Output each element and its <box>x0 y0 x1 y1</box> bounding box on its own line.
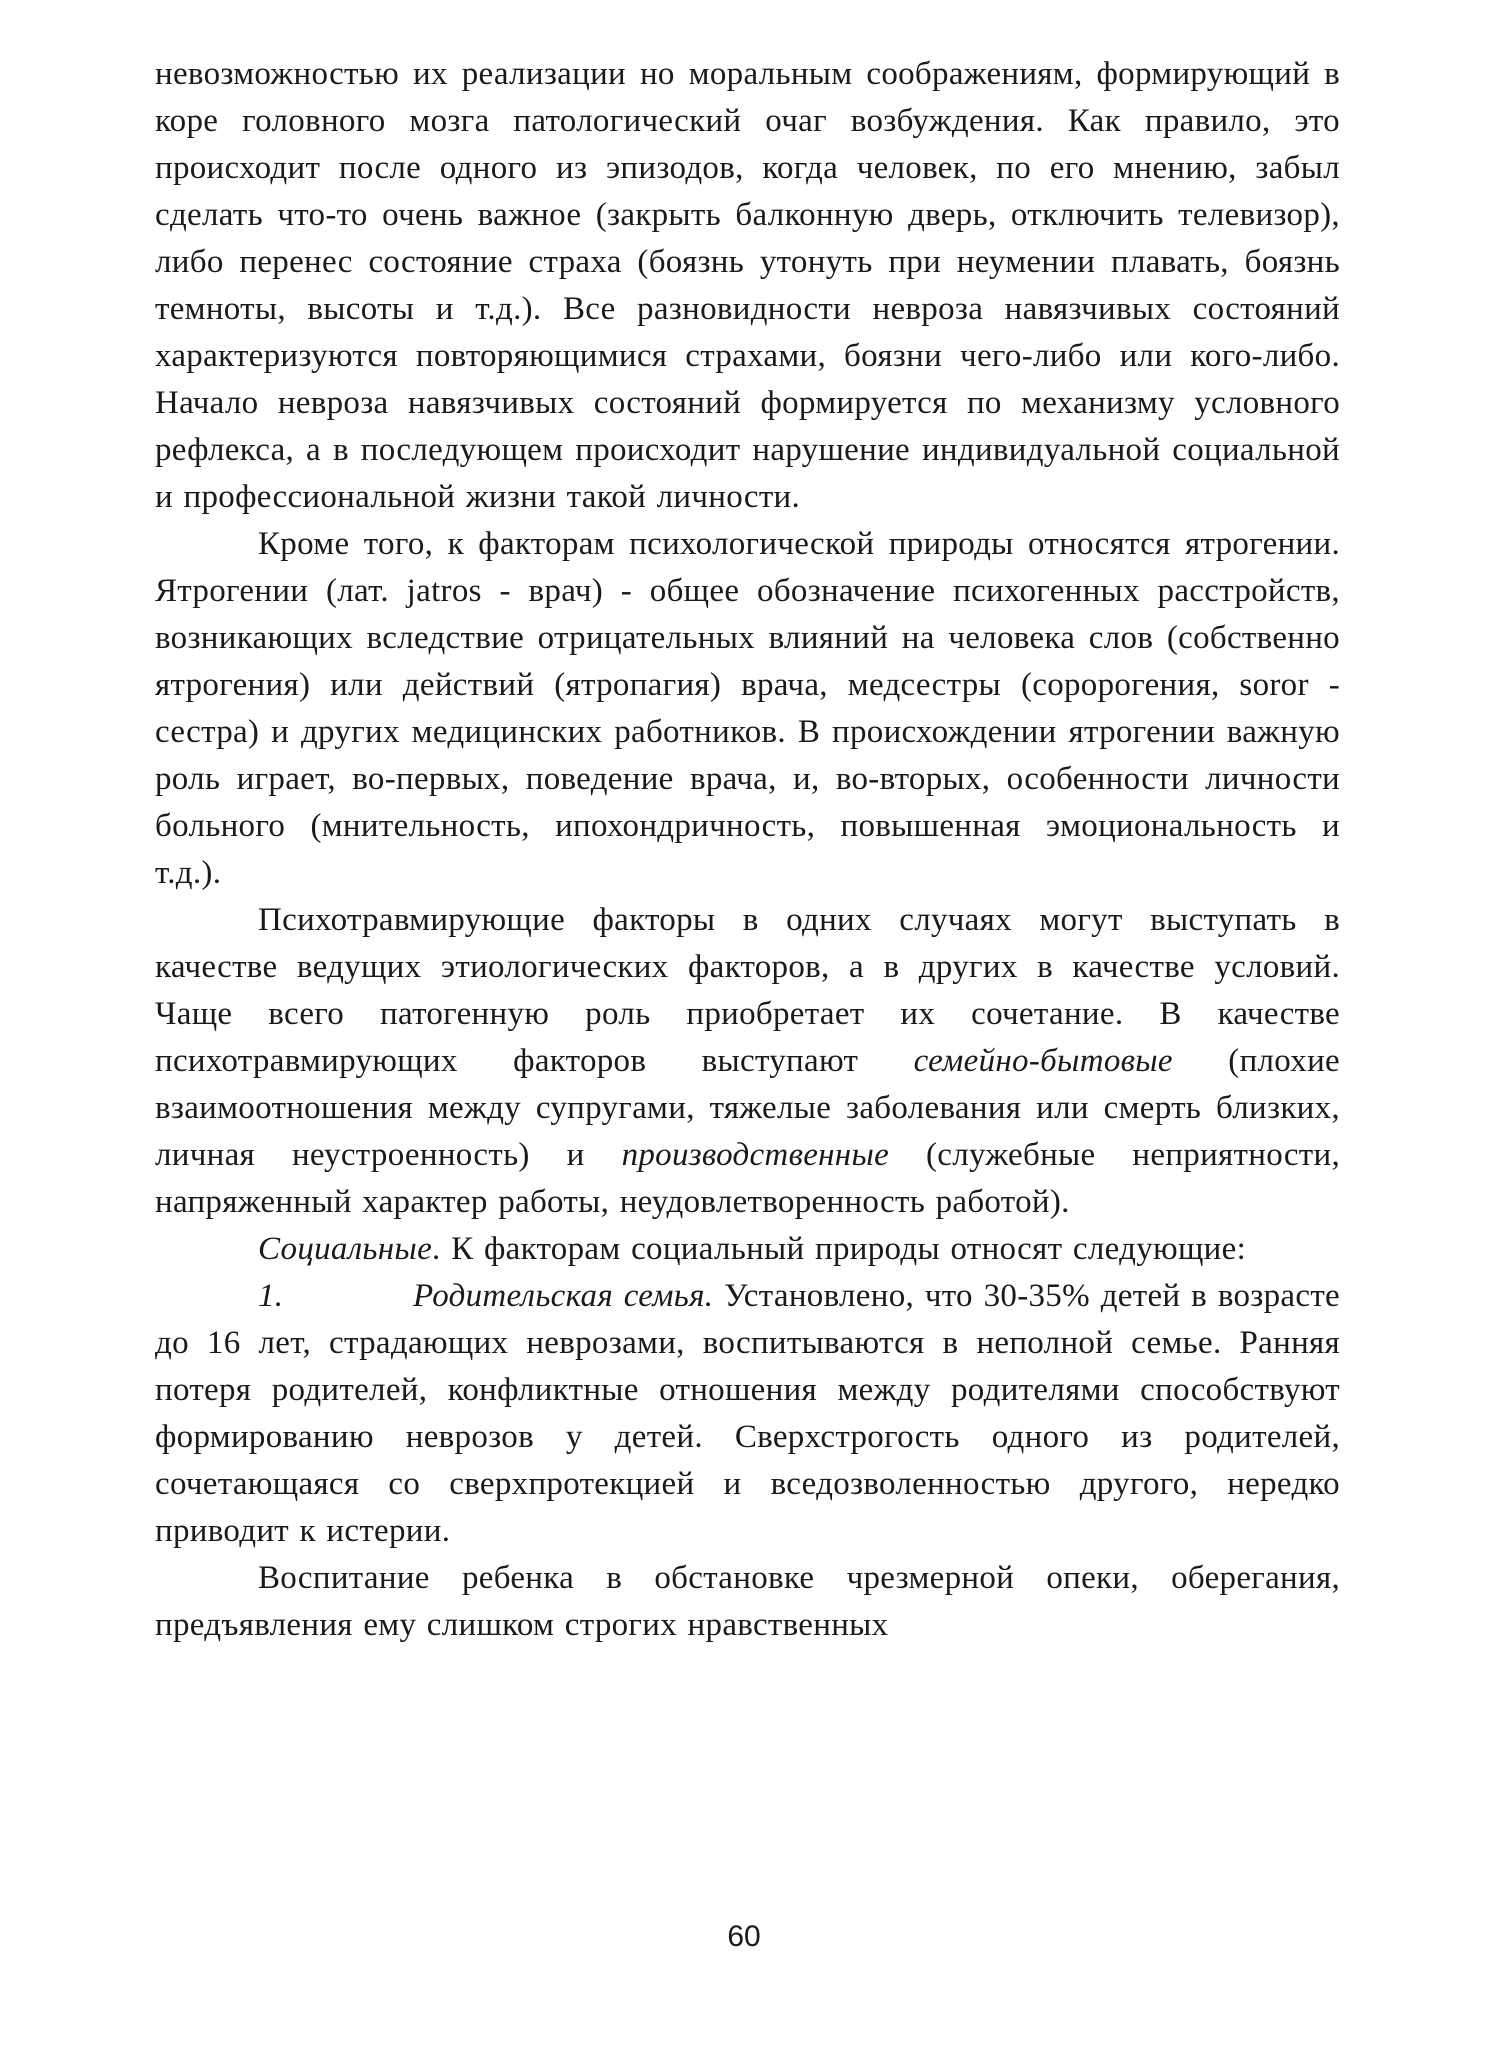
paragraph-text: Установлено, что 30-35% детей в возрасте до 16 лет, страдающих неврозами, воспитываются в неполной семье. Ранняя потеря родителей, конфликтные отношения между родителями способствуют формированию неврозов у детей. Сверхстрогость одного из родителей, сочетающаяся со сверхпротекцией и вседозволенностью другого, нередко приводит к истерии. <box>155 1278 1340 1549</box>
paragraph-text-part: (плохие взаимоотношения между супругами, тяжелые заболевания или смерть близких, личная неустроенность) и <box>155 1043 1340 1173</box>
paragraph-social-factors <box>155 1226 1340 1273</box>
paragraph-upbringing <box>155 1555 1340 1649</box>
paragraph-text: . К факторам социальный природы относят следующие: <box>432 1231 1247 1267</box>
list-item-parental-family <box>155 1273 1340 1555</box>
paragraph-iatrogeny <box>155 521 1340 897</box>
paragraph-text-part: Психотравмирующие факторы в одних случаях могут выступать в качестве ведущих этиологических факторов, а в других в качестве условий. Чаще всего патогенную роль приобретает их сочетание. В качестве психотравмирующих факторов выступают <box>155 902 1340 1079</box>
list-number: 1. <box>258 1278 284 1314</box>
paragraph-neurosis-obsessive <box>155 51 1340 521</box>
paragraph-psychotrauma-factors <box>155 897 1340 1226</box>
emphasis-work-related: производственные <box>621 1137 890 1173</box>
emphasis-social: Социальные <box>258 1231 433 1267</box>
emphasis-parental-family: Родительская семья. <box>413 1278 714 1314</box>
page-number: 60 <box>727 1920 761 1953</box>
text-column <box>155 51 1340 1649</box>
paragraph-text-part: (служебные неприятности, напряженный характер работы, неудовлетворенность работой). <box>155 1137 1340 1220</box>
paragraph-text: Воспитание ребенка в обстановке чрезмерной опеки, оберегания, предъявления ему слишком строгих нравственных <box>155 1560 1340 1643</box>
emphasis-family-household: семейно-бытовые <box>913 1043 1173 1079</box>
paragraph-text: Кроме того, к факторам психологической природы относятся ятрогении. Ятрогении (лат. jatros - врач) - общее обозначение психогенных расстройств, возникающих вследствие отрицательных влияний на человека слов (собственно ятрогения) или действий (ятропагия) врача, медсестры (соророгения, soror - сестра) и других медицинских работников. В происхождении ятрогении важную роль играет, во-первых, поведение врача, и, во-вторых, особенности личности больного (мнительность, ипохондричность, повышенная эмоциональность и т.д.). <box>155 526 1340 891</box>
paragraph-text: невозможностью их реализации но моральным соображениям, формирующий в коре головного мозга патологический очаг возбуждения. Как правило, это происходит после одного из эпизодов, когда человек, по его мнению, забыл сделать что-то очень важное (закрыть балконную дверь, отключить телевизор), либо перенес состояние страха (боязнь утонуть при неумении плавать, боязнь темноты, высоты и т.д.). Все разновидности невроза навязчивых состояний характеризуются повторяющимися страхами, боязни чего-либо или кого-либо. Начало невроза навязчивых состояний формируется по механизму условного рефлекса, а в последующем происходит нарушение индивидуальной социальной и профессиональной жизни такой личности. <box>155 56 1340 515</box>
